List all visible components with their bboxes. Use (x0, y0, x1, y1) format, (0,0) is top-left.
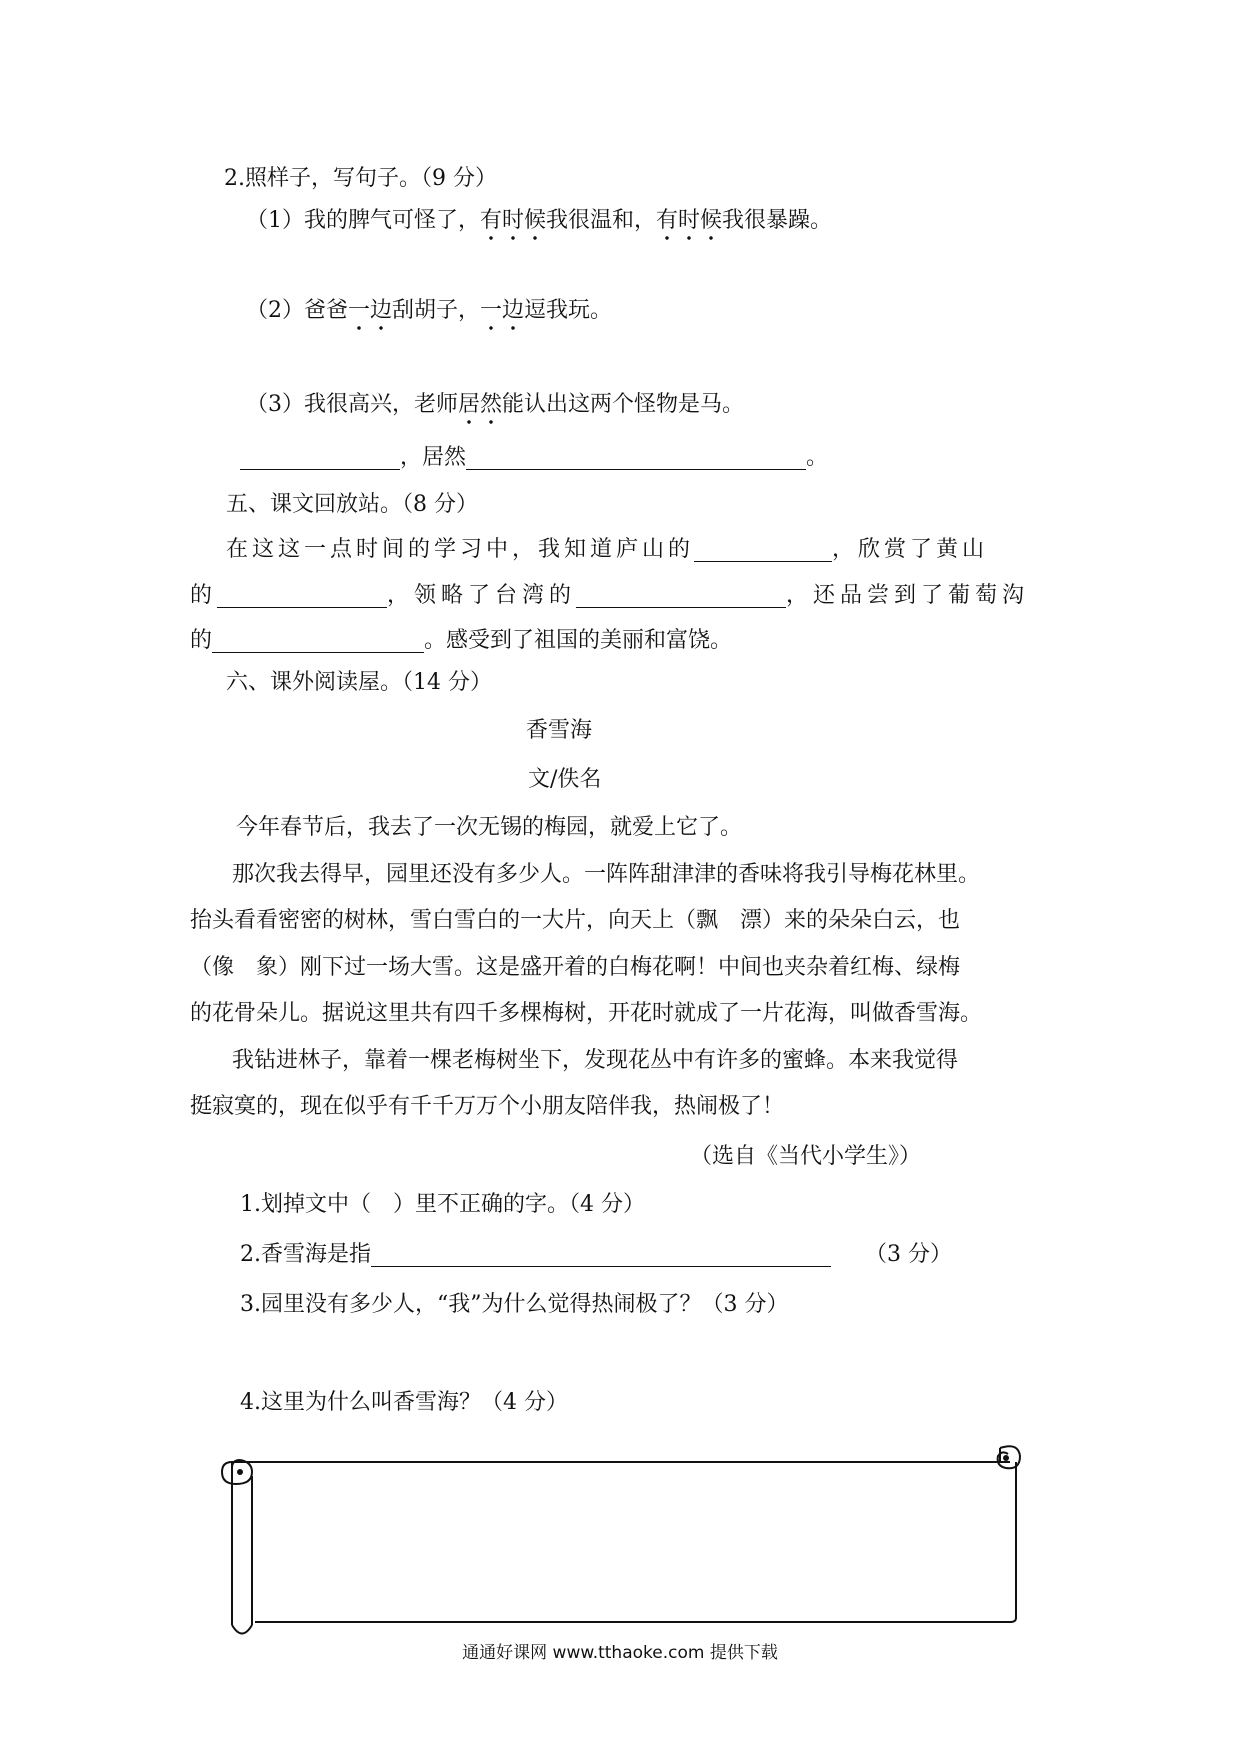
reading-question-1: 1.划掉文中（ ）里不正确的字。（4 分） (240, 1192, 645, 1217)
passage-paragraph-1: 今年春节后，我去了一次无锡的梅园，就爱上它了。 (236, 815, 743, 840)
reading-question-4: 4.这里为什么叫香雪海？（4 分） (240, 1390, 568, 1415)
q2-fill-line: ，居然 。 (240, 443, 828, 473)
passage-p3-line-2: 挺寂寞的，现在似乎有千千万万个小朋友陪伴我，热闹极了！ (190, 1094, 785, 1119)
sec5-line-1: 在这这一点时间的学习中，我知道庐山的 ，欣赏了黄山 (226, 537, 989, 562)
passage-p2-line-2: 抬头看看密密的树林，雪白雪白的一大片，向天上（飘 漂）来的朵朵白云，也 (190, 908, 961, 933)
sec5-line-3: 的 。感受到了祖国的美丽和富饶。 (190, 628, 733, 653)
emphasis-word: 有时候 (656, 208, 722, 241)
emphasis-word: 一边 (480, 298, 524, 331)
passage-author: 文/佚名 (528, 767, 602, 792)
emphasis-word: 一边 (348, 298, 392, 331)
passage-p2-line-1: 那次我去得早，园里还没有多少人。一阵阵甜津津的香味将我引导梅花林里。 (232, 862, 981, 887)
emphasis-word: 居然 (458, 392, 502, 425)
passage-source: （选自《当代小学生》） (690, 1144, 922, 1169)
q2-heading: 2.照样子，写句子。（9 分） (224, 166, 497, 191)
q2-sentence-3: （3）我很高兴，老师居然能认出这两个怪物是马。 (246, 390, 744, 420)
reading-question-3: 3.园里没有多少人，“我”为什么觉得热闹极了？（3 分） (240, 1292, 789, 1317)
footer-credit: 通通好课网 www.tthaoke.com 提供下载 (462, 1643, 778, 1663)
passage-p2-line-4: 的花骨朵儿。据说这里共有四千多棵梅树，开花时就成了一片花海，叫做香雪海。 (190, 1001, 983, 1026)
emphasis-word: 有时候 (480, 208, 546, 241)
section-6-heading: 六、课外阅读屋。（14 分） (226, 670, 492, 695)
section-5-heading: 五、课文回放站。（8 分） (226, 492, 478, 517)
reading-question-2: 2.香雪海是指 （3 分） (240, 1242, 952, 1267)
passage-p3-line-1: 我钻进林子，靠着一棵老梅树坐下，发现花丛中有许多的蜜蜂。本来我觉得 (232, 1048, 959, 1073)
sec5-line-2: 的 ，领略了台湾的 ，还品尝到了葡萄沟 (190, 583, 1030, 608)
q2-sentence-1: （1）我的脾气可怪了，有时候我很温和，有时候我很暴躁。 (246, 206, 832, 236)
passage-p2-line-3: （像 象）刚下过一场大雪。这是盛开着的白梅花啊！中间也夹杂着红梅、绿梅 (190, 955, 961, 980)
q2-sentence-2: （2）爸爸一边刮胡子，一边逗我玩。 (246, 296, 612, 326)
passage-title: 香雪海 (526, 718, 593, 743)
